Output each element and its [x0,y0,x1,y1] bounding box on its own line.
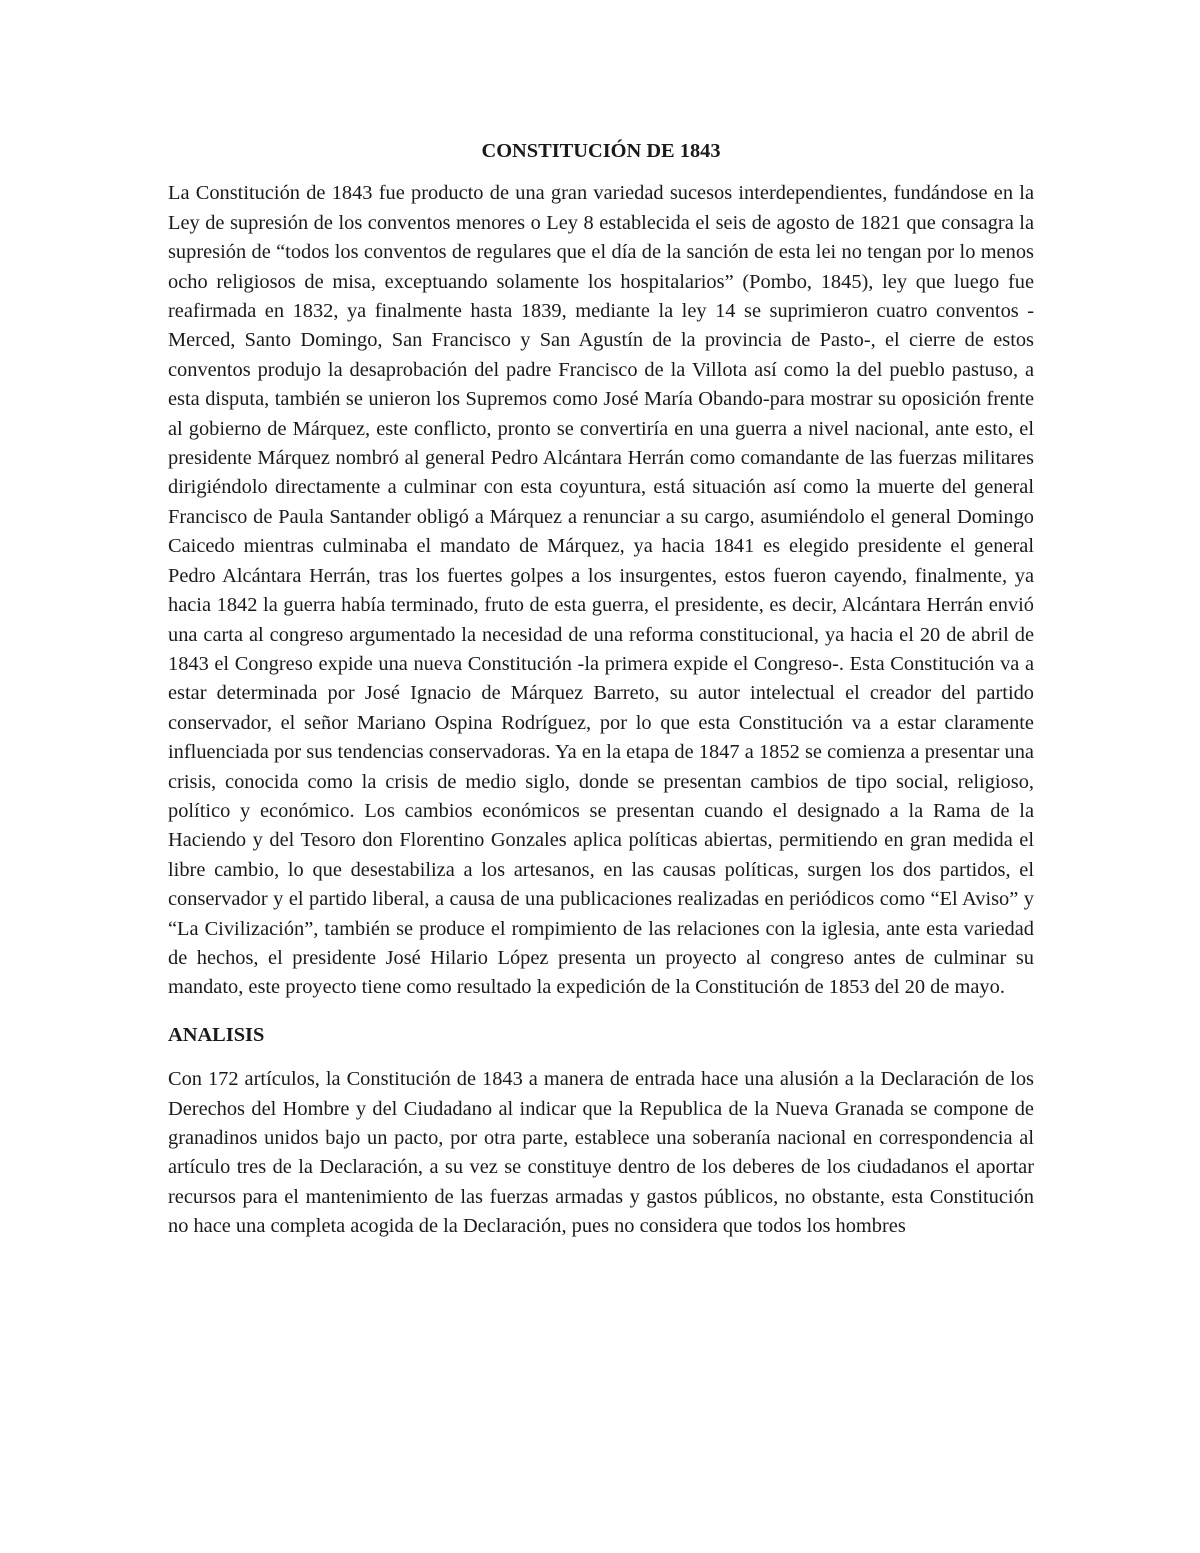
document-title: CONSTITUCIÓN DE 1843 [481,140,721,162]
analysis-paragraph: Con 172 artículos, la Constitución de 1843 a manera de entrada hace una alusión a la Declaración de los Derechos del Hombre y del Ciudadano al indicar que la Republica de la Nueva Granada se compone de granadinos unidos bajo un pacto, por otra parte, establece una soberanía nacional en correspondencia al artículo tres de la Declaración, a su vez se constituye dentro de los deberes de los ciudadanos el aportar recursos para el mantenimiento de las fuerzas armadas y gastos públicos, no obstante, esta Constitución no hace una completa acogida de la Declaración, pues no considera que todos los hombres [168,1068,1034,1238]
document-body [168,137,1034,1242]
section-heading-analisis: ANALISIS [168,1023,265,1046]
intro-paragraph: La Constitución de 1843 fue producto de una gran variedad sucesos interdependientes, fundándose en la Ley de supresión de los conventos menores o Ley 8 establecida el seis de agosto de 1821 que consagra la supresión de “todos los conventos de regulares que el día de la sanción de esta lei no tengan por lo menos ocho religiosos de misa, exceptuando solamente los hospitalarios” (Pombo, 1845), ley que luego fue reafirmada en 1832, ya finalmente hasta 1839, mediante la ley 14 se suprimieron cuatro conventos -Merced, Santo Domingo, San Francisco y San Agustín de la provincia de Pasto-, el cierre de estos conventos produjo la desaprobación del padre Francisco de la Villota así como la del pueblo pastuso, a esta disputa, también se unieron los Supremos como José María Obando-para mostrar su oposición frente al gobierno de Márquez, este conflicto, pronto se convertiría en una guerra a nivel nacional, ante esto, el presidente Márquez nombró al general Pedro Alcántara Herrán como comandante de las fuerzas militares dirigiéndolo directamente a culminar con esta coyuntura, está situación así como la muerte del general Francisco de Paula Santander obligó a Márquez a renunciar a su cargo, asumiéndolo el general Domingo Caicedo mientras culminaba el mandato de Márquez, ya hacia 1841 es elegido presidente el general Pedro Alcántara Herrán, tras los fuertes golpes a los insurgentes, estos fueron cayendo, finalmente, ya hacia 1842 la guerra había terminado, fruto de esta guerra, el presidente, es decir, Alcántara Herrán envió una carta al congreso argumentado la necesidad de una reforma constitucional, ya hacia el 20 de abril de 1843 el Congreso expide una nueva Constitución -la primera expide el Congreso-. Esta Constitución va a estar determinada por José Ignacio de Márquez Barreto, su autor intelectual el creador del partido conservador, el señor Mariano Ospina Rodríguez, por lo que esta Constitución va a estar claramente influenciada por sus tendencias conservadoras. Ya en la etapa de 1847 a 1852 se comienza a presentar una crisis, conocida como la crisis de medio siglo, donde se presentan cambios de tipo social, religioso, político y económico. Los cambios económicos se presentan cuando el designado a la Rama de la Haciendo y del Tesoro don Florentino Gonzales aplica políticas abiertas, permitiendo en gran medida el libre cambio, lo que desestabiliza a los artesanos, en las causas políticas, surgen los dos partidos, el conservador y el partido liberal, a causa de una publicaciones realizadas en periódicos como “El Aviso” y “La Civilización”, también se produce el rompimiento de las relaciones con la iglesia, ante esta variedad de hechos, el presidente José Hilario López presenta un proyecto al congreso antes de culminar su mandato, este proyecto tiene como resultado la expedición de la Constitución de 1853 del 20 de mayo. [168,182,1034,999]
